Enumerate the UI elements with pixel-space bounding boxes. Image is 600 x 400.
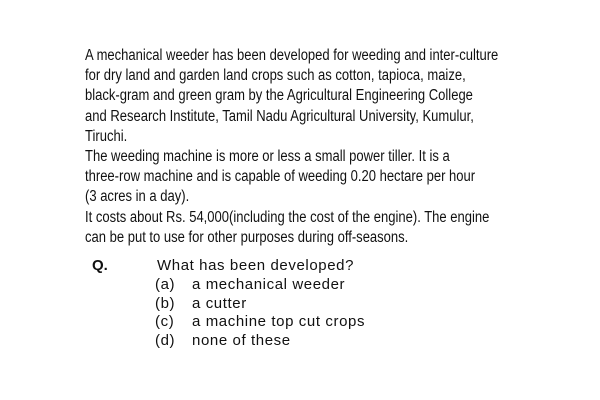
option-b[interactable] xyxy=(92,295,452,314)
option-key: (d) xyxy=(155,331,176,349)
option-d[interactable] xyxy=(92,332,452,351)
passage-line: for dry land and garden land crops such as cotton, tapioca, maize, xyxy=(85,67,466,85)
passage-line: can be put to use for other purposes during off-seasons. xyxy=(85,228,409,246)
question-block xyxy=(92,257,452,350)
question-label: Q. xyxy=(92,257,108,274)
option-key: (b) xyxy=(155,294,176,312)
option-key: (a) xyxy=(155,276,176,293)
option-text: a cutter xyxy=(192,294,247,312)
passage-line: It costs about Rs. 54,000(including the cost of the engine). The engine xyxy=(85,208,490,226)
passage xyxy=(85,46,499,248)
passage-line: and Research Institute, Tamil Nadu Agricultural University, Kumulur, xyxy=(85,107,474,125)
passage-line: (3 acres in a day). xyxy=(85,188,190,206)
passage-line: black-gram and green gram by the Agricultural Engineering College xyxy=(85,87,473,105)
question-row xyxy=(92,257,452,276)
question-text: What has been developed? xyxy=(157,257,355,274)
option-a[interactable] xyxy=(92,276,452,295)
option-key: (c) xyxy=(155,313,175,331)
passage-line: three-row machine and is capable of weeding 0.20 hectare per hour xyxy=(85,168,476,186)
passage-line: A mechanical weeder has been developed for weeding and inter-culture xyxy=(85,47,499,64)
option-text: a mechanical weeder xyxy=(192,276,346,293)
option-c[interactable] xyxy=(92,313,452,332)
passage-line: The weeding machine is more or less a small power tiller. It is a xyxy=(85,148,450,166)
passage-line: Tiruchi. xyxy=(85,127,128,145)
option-text: a machine top cut crops xyxy=(192,313,366,331)
option-text: none of these xyxy=(192,331,291,349)
